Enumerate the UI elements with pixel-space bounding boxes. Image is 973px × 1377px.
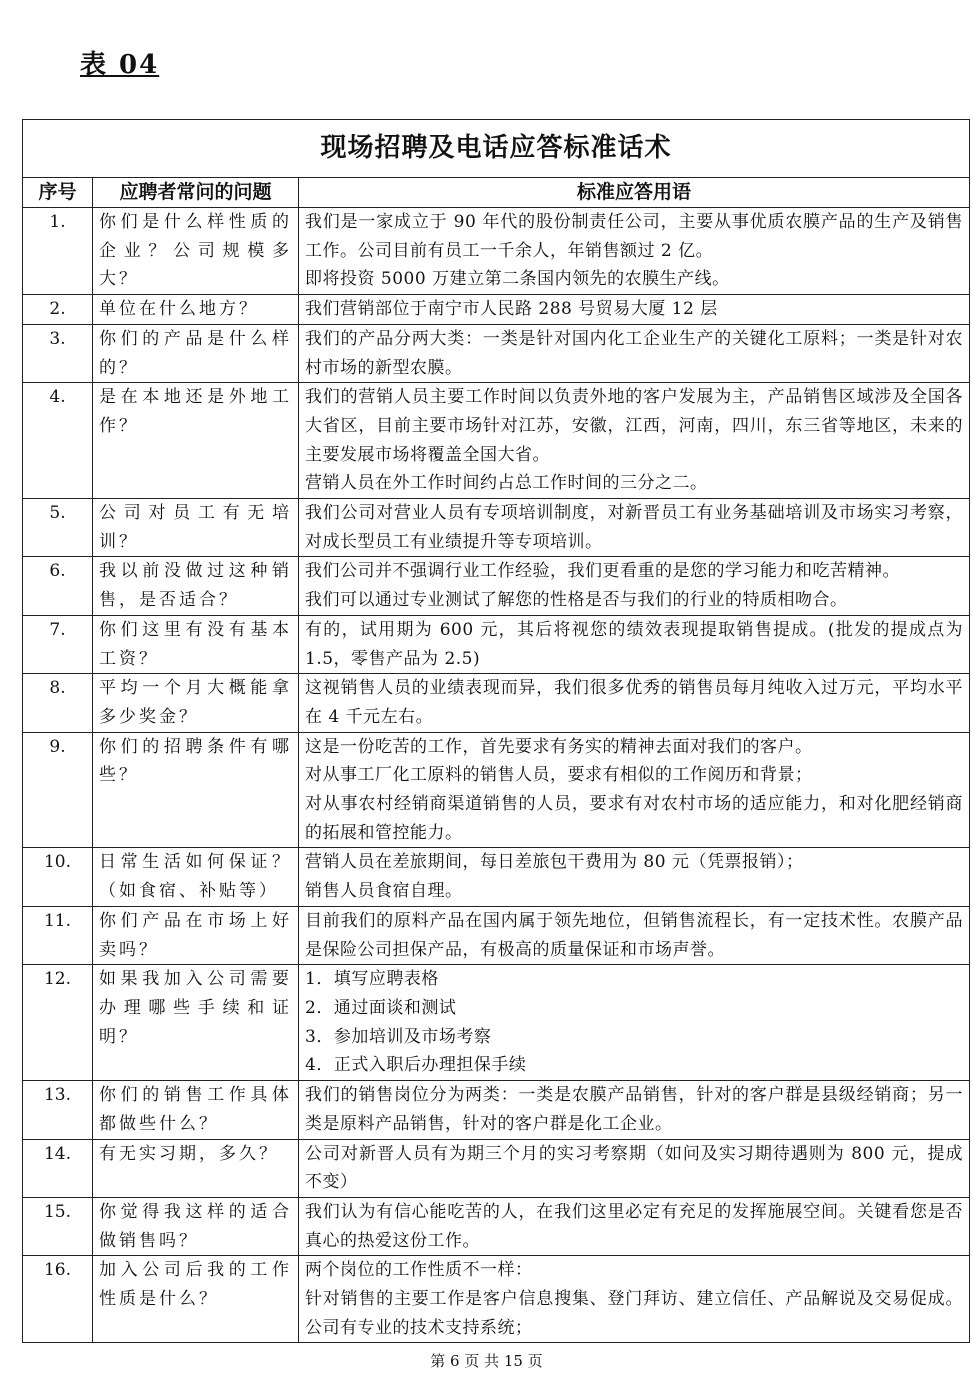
qa-table: [22, 119, 970, 1343]
header-no: 序号: [23, 178, 93, 208]
question-cell: 平均一个月大概能拿多少奖金？: [93, 674, 299, 732]
row-number: 5.: [23, 499, 93, 557]
question-cell: 有无实习期，多久？: [93, 1139, 299, 1197]
table-row: [23, 732, 970, 848]
answer-paragraph: 目前我们的原料产品在国内属于领先地位，但销售流程长，有一定技术性。农膜产品是保险公司担保产品，有极高的质量保证和市场声誉。: [305, 910, 964, 960]
question-cell: 公司对员工有无培训？: [93, 499, 299, 557]
table-title: 现场招聘及电话应答标准话术: [23, 120, 970, 178]
row-number: 16.: [23, 1256, 93, 1343]
question-cell: 你们的产品是什么样的？: [93, 324, 299, 382]
answer-paragraph: 即将投资 5000 万建立第二条国内领先的农膜生产线。: [305, 269, 730, 290]
answer-paragraph: 我们认为有信心能吃苦的人，在我们这里必定有充足的发挥施展空间。关键看您是否真心的热爱这份工作。: [305, 1201, 964, 1251]
question-cell: 单位在什么地方？: [93, 295, 299, 325]
table-row: [23, 615, 970, 673]
table-row: [23, 674, 970, 732]
table-row: [23, 295, 970, 325]
answer-paragraph: 我们的产品分两大类：一类是针对国内化工企业生产的关键化工原料；一类是针对农村市场的新型农膜。: [305, 328, 964, 378]
row-number: 9.: [23, 732, 93, 848]
question-cell: 加入公司后我的工作性质是什么？: [93, 1256, 299, 1343]
answer-cell: [299, 1139, 970, 1197]
answer-paragraph: 我们的销售岗位分为两类：一类是农膜产品销售，针对的客户群是县级经销商；另一类是原料产品销售，针对的客户群是化工企业。: [305, 1085, 964, 1134]
table-row: [23, 1197, 970, 1255]
answer-paragraph: 对从事农村经销商渠道销售的人员，要求有对农村市场的适应能力，和对化肥经销商的拓展和管控能力。: [305, 794, 964, 843]
row-number: 6.: [23, 557, 93, 615]
row-number: 10.: [23, 848, 93, 906]
answer-cell: [299, 1256, 970, 1343]
document-label: 表 04: [80, 50, 160, 80]
answer-cell: [299, 295, 970, 325]
answer-cell: [299, 324, 970, 382]
answer-cell: [299, 1197, 970, 1255]
answer-paragraph: 4．正式入职后办理担保手续: [305, 1055, 527, 1076]
answer-paragraph: 两个岗位的工作性质不一样：: [305, 1260, 533, 1281]
answer-paragraph: 2．通过面谈和测试: [305, 997, 457, 1018]
question-cell: 你们的招聘条件有哪些？: [93, 732, 299, 848]
row-number: 1.: [23, 208, 93, 295]
question-cell: 我以前没做过这种销售，是否适合？: [93, 557, 299, 615]
row-number: 2.: [23, 295, 93, 325]
answer-cell: [299, 965, 970, 1081]
table-row: [23, 1139, 970, 1197]
answer-paragraph: 我们公司对营业人员有专项培训制度，对新晋员工有业务基础培训及市场实习考察，对成长型员工有业绩提升等专项培训。: [305, 503, 964, 552]
answer-paragraph: 我们公司并不强调行业工作经验，我们更看重的是您的学习能力和吃苦精神。: [305, 561, 900, 582]
row-number: 14.: [23, 1139, 93, 1197]
header-answer: 标准应答用语: [299, 178, 970, 208]
answer-paragraph: 3．参加培训及市场考察: [305, 1026, 492, 1047]
answer-cell: [299, 499, 970, 557]
question-cell: 你觉得我这样的适合做销售吗？: [93, 1197, 299, 1255]
answer-paragraph: 我们营销部位于南宁市人民路 288 号贸易大厦 12 层: [305, 299, 718, 320]
answer-cell: [299, 848, 970, 906]
table-row: [23, 906, 970, 964]
answer-paragraph: 我们是一家成立于 90 年代的股份制责任公司，主要从事优质农膜产品的生产及销售工作。公司目前有员工一千余人，年销售额过 2 亿。: [305, 212, 964, 261]
answer-cell: [299, 383, 970, 499]
answer-paragraph: 我们可以通过专业测试了解您的性格是否与我们的行业的特质相吻合。: [305, 590, 848, 611]
question-cell: 你们产品在市场上好卖吗？: [93, 906, 299, 964]
row-number: 3.: [23, 324, 93, 382]
answer-cell: [299, 732, 970, 848]
answer-cell: [299, 615, 970, 673]
row-number: 15.: [23, 1197, 93, 1255]
answer-cell: [299, 674, 970, 732]
question-cell: 是在本地还是外地工作？: [93, 383, 299, 499]
table-row: [23, 1256, 970, 1343]
table-body: [23, 208, 970, 1343]
answer-paragraph: 有的，试用期为 600 元，其后将视您的绩效表现提取销售提成。(批发的提成点为 1.5，零售产品为 2.5): [305, 619, 964, 669]
table-row: [23, 965, 970, 1081]
table-row: [23, 848, 970, 906]
answer-cell: [299, 1081, 970, 1139]
table-row: [23, 208, 970, 295]
header-question: 应聘者常问的问题: [93, 178, 299, 208]
answer-paragraph: 这视销售人员的业绩表现而异，我们很多优秀的销售员每月纯收入过万元，平均水平在 4 千元左右。: [305, 678, 964, 727]
table-row: [23, 557, 970, 615]
row-number: 8.: [23, 674, 93, 732]
table-row: [23, 1081, 970, 1139]
row-number: 12.: [23, 965, 93, 1081]
question-cell: 你们的销售工作具体都做些什么？: [93, 1081, 299, 1139]
question-cell: 日常生活如何保证？（如食宿、补贴等）: [93, 848, 299, 906]
table-row: [23, 499, 970, 557]
question-cell: 你们这里有没有基本工资？: [93, 615, 299, 673]
answer-paragraph: 营销人员在差旅期间，每日差旅包干费用为 80 元（凭票报销）；: [305, 852, 804, 873]
answer-paragraph: 公司对新晋人员有为期三个月的实习考察期（如问及实习期待遇则为 800 元，提成不变）: [305, 1143, 964, 1193]
question-cell: 你们是什么样性质的企业？公司规模多大？: [93, 208, 299, 295]
question-cell: 如果我加入公司需要办理哪些手续和证明？: [93, 965, 299, 1081]
answer-paragraph: 营销人员在外工作时间约占总工作时间的三分之二。: [305, 473, 708, 494]
row-number: 7.: [23, 615, 93, 673]
answer-cell: [299, 557, 970, 615]
row-number: 13.: [23, 1081, 93, 1139]
answer-paragraph: 1．填写应聘表格: [305, 969, 439, 990]
answer-cell: [299, 208, 970, 295]
answer-paragraph: 这是一份吃苦的工作，首先要求有务实的精神去面对我们的客户。: [305, 736, 813, 757]
answer-paragraph: 针对销售的主要工作是客户信息搜集、登门拜访、建立信任、产品解说及交易促成。公司有专业的技术支持系统；: [305, 1289, 964, 1338]
row-number: 11.: [23, 906, 93, 964]
answer-cell: [299, 906, 970, 964]
row-number: 4.: [23, 383, 93, 499]
table-row: [23, 383, 970, 499]
page-footer: 第 6 页 共 15 页: [430, 1352, 543, 1370]
table-row: [23, 324, 970, 382]
answer-paragraph: 销售人员食宿自理。: [305, 881, 463, 902]
answer-paragraph: 我们的营销人员主要工作时间以负责外地的客户发展为主，产品销售区域涉及全国各大省区，目前主要市场针对江苏，安徽，江西，河南，四川，东三省等地区，未来的主要发展市场将覆盖全国大省。: [305, 387, 964, 465]
answer-paragraph: 对从事工厂化工原料的销售人员，要求有相似的工作阅历和背景；: [305, 765, 813, 786]
